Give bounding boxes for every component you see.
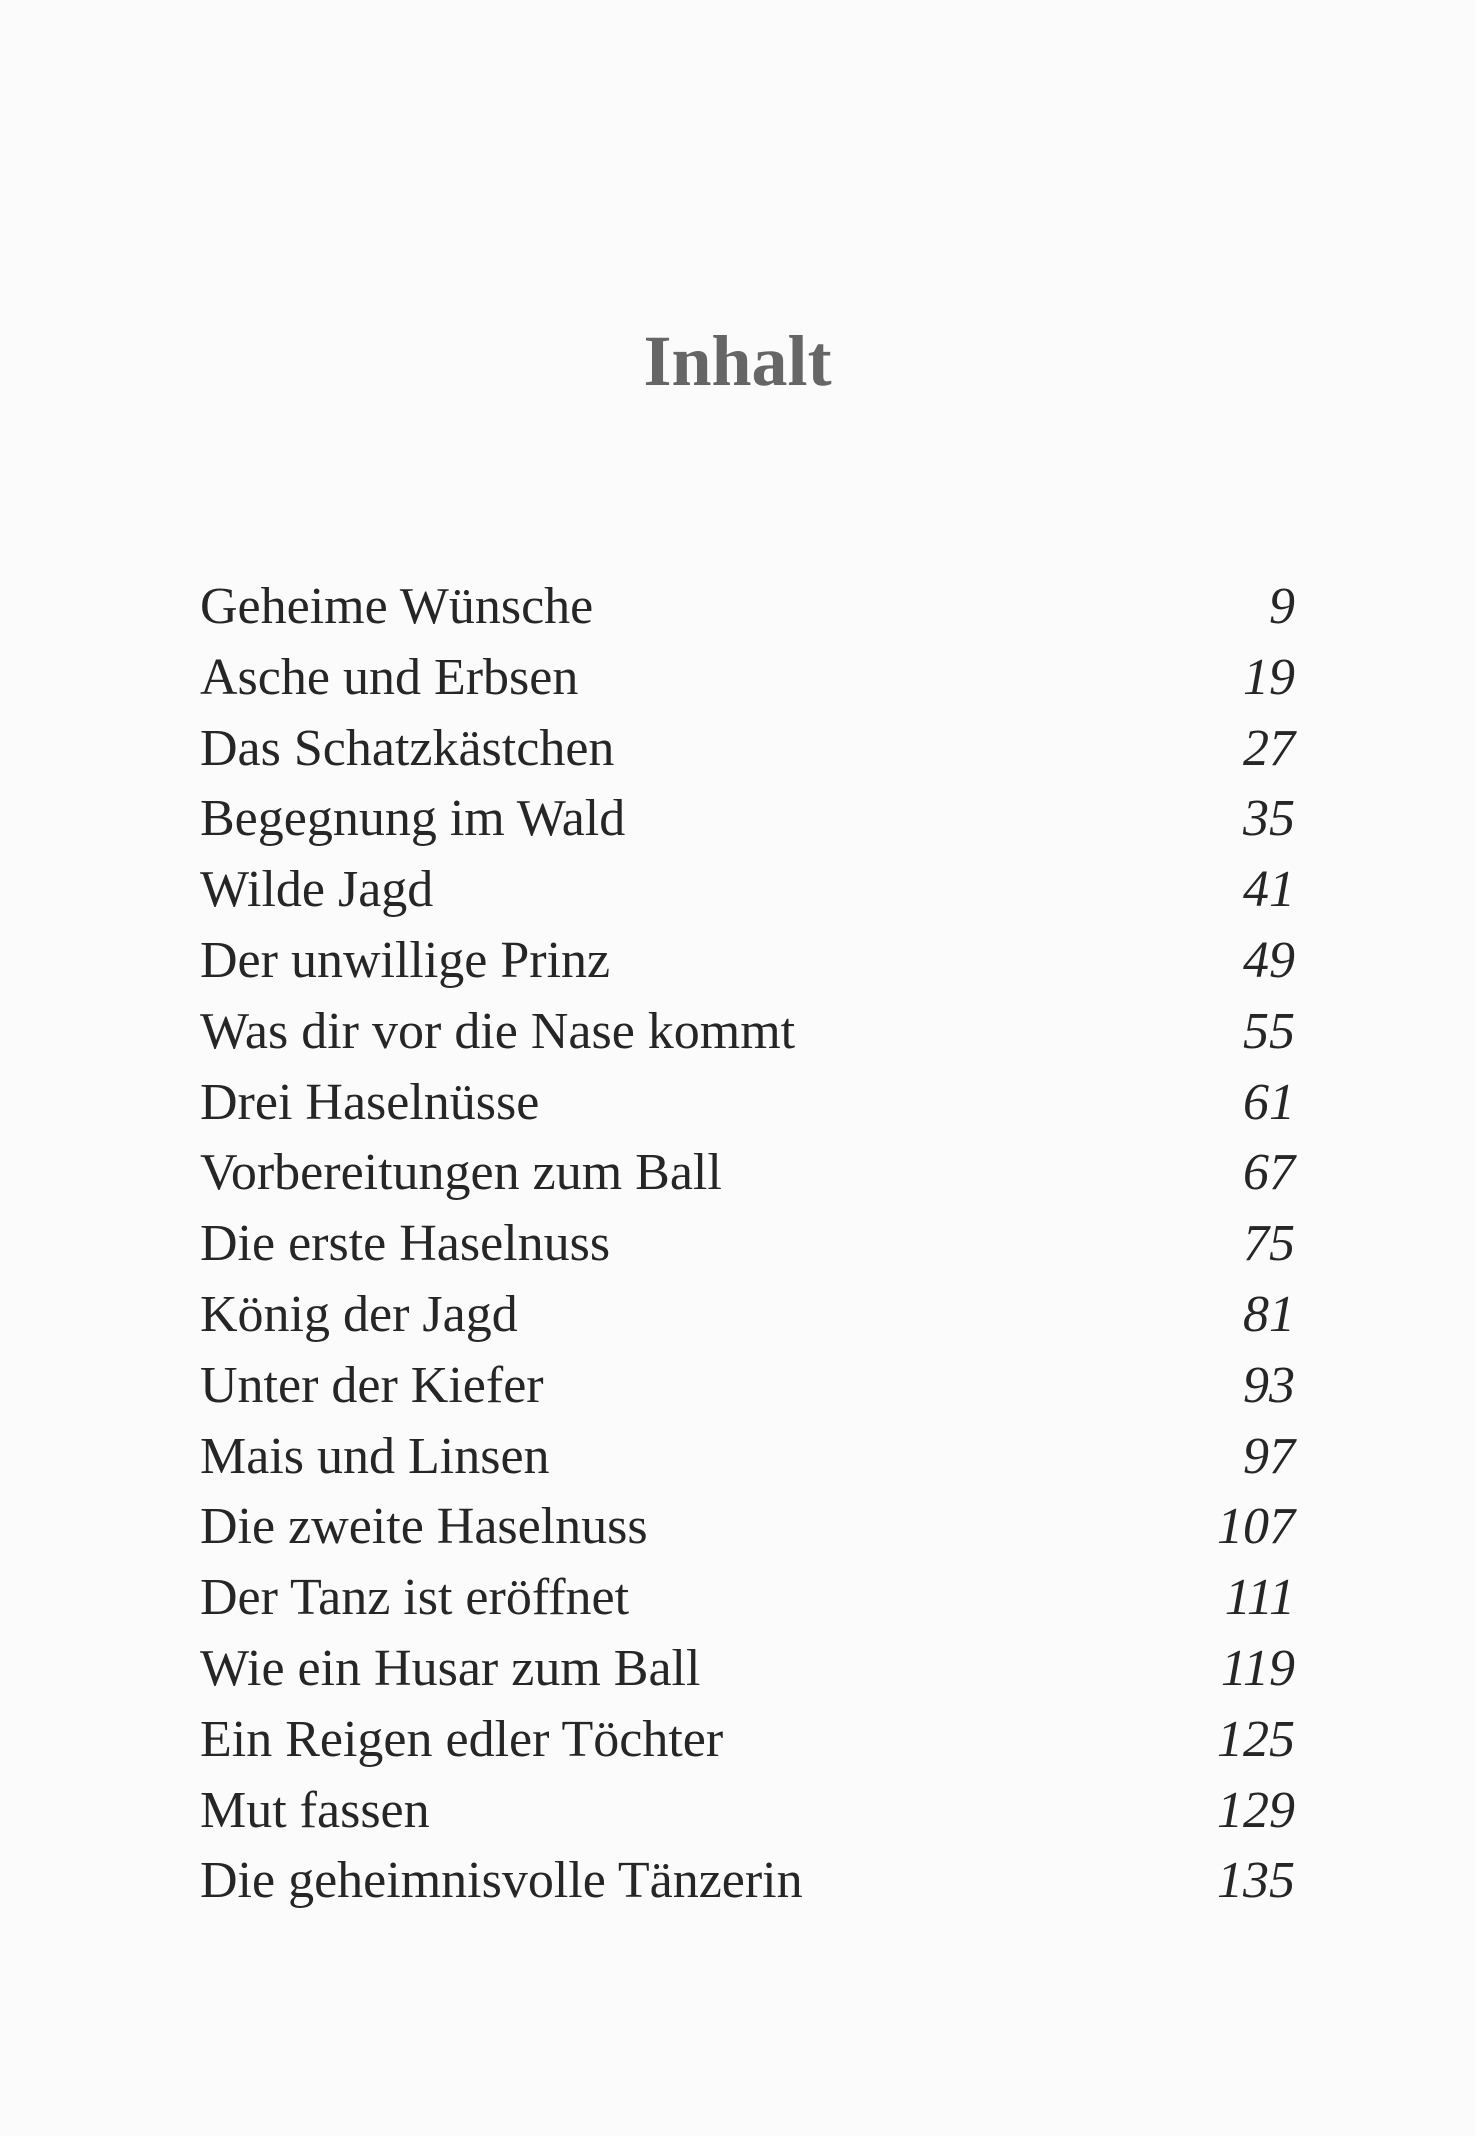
toc-entry-page-number: 61 (1243, 1073, 1295, 1131)
toc-entry (200, 855, 1295, 926)
toc-entry (200, 643, 1295, 714)
toc-entry (200, 1492, 1295, 1563)
toc-entry-title: Die erste Haselnuss (200, 1215, 611, 1273)
toc-entry (200, 784, 1295, 855)
toc-entry-title: Die geheimnisvolle Tänzerin (200, 1852, 803, 1910)
toc-entry-page-number: 41 (1243, 861, 1295, 919)
toc-entry-title: Unter der Kiefer (200, 1356, 544, 1414)
toc-entry-page-number: 119 (1220, 1639, 1295, 1697)
toc-entry-page-number: 135 (1217, 1852, 1295, 1910)
toc-entry-title: Mut fassen (200, 1781, 430, 1839)
toc-entry-title: Drei Haselnüsse (200, 1073, 540, 1131)
toc-entry-title: Begegnung im Wald (200, 790, 626, 848)
toc-entry-title: Was dir vor die Nase kommt (200, 1002, 796, 1060)
toc-entry-page-number: 55 (1243, 1002, 1295, 1060)
toc-entry (200, 1351, 1295, 1422)
toc-entry-page-number: 93 (1243, 1356, 1295, 1414)
toc-entry-title: Vorbereitungen zum Ball (200, 1144, 722, 1202)
toc-entry-page-number: 111 (1224, 1569, 1295, 1627)
toc-entry (200, 1068, 1295, 1139)
toc-entry (200, 1563, 1295, 1634)
toc-entry-page-number: 49 (1243, 931, 1295, 989)
toc-entry-title: Der unwillige Prinz (200, 931, 611, 989)
toc-entry-title: Asche und Erbsen (200, 648, 579, 706)
toc-entry (200, 1422, 1295, 1493)
toc-entry (200, 1846, 1295, 1917)
page-title: Inhalt (643, 321, 832, 402)
toc-entry-title: Mais und Linsen (200, 1427, 550, 1485)
toc-entry (200, 1138, 1295, 1209)
toc-entry (200, 1705, 1295, 1776)
toc-entry (200, 572, 1295, 643)
toc-entry-title: Wilde Jagd (200, 861, 434, 919)
toc-entry (200, 1280, 1295, 1351)
toc-entry-page-number: 67 (1243, 1144, 1295, 1202)
toc-entry (200, 714, 1295, 785)
toc-entry (200, 1634, 1295, 1705)
toc-entry-page-number: 9 (1269, 578, 1295, 635)
toc-entry-page-number: 35 (1243, 790, 1295, 848)
toc-entry-title: Ein Reigen edler Töchter (200, 1710, 724, 1768)
toc-entry-title: Das Schatzkästchen (200, 719, 615, 777)
toc-entry-page-number: 75 (1243, 1215, 1295, 1273)
toc-entry-title: Der Tanz ist eröffnet (200, 1569, 630, 1627)
toc-entry-title: König der Jagd (200, 1285, 518, 1343)
toc-entry-page-number: 27 (1243, 719, 1295, 777)
toc-entry (200, 1209, 1295, 1280)
toc-entry (200, 926, 1295, 997)
toc-entry-page-number: 81 (1243, 1285, 1295, 1343)
toc-entry (200, 1776, 1295, 1847)
toc-entry-page-number: 19 (1243, 648, 1295, 706)
toc-entry (200, 997, 1295, 1068)
toc-entry-title: Geheime Wünsche (200, 578, 594, 635)
toc-entry-page-number: 97 (1243, 1427, 1295, 1485)
toc-entry-title: Die zweite Haselnuss (200, 1498, 648, 1556)
toc-entry-page-number: 107 (1217, 1498, 1295, 1556)
toc-entry-page-number: 125 (1217, 1710, 1295, 1768)
table-of-contents (200, 572, 1295, 1917)
toc-entry-page-number: 129 (1217, 1781, 1295, 1839)
toc-entry-title: Wie ein Husar zum Ball (200, 1639, 701, 1697)
